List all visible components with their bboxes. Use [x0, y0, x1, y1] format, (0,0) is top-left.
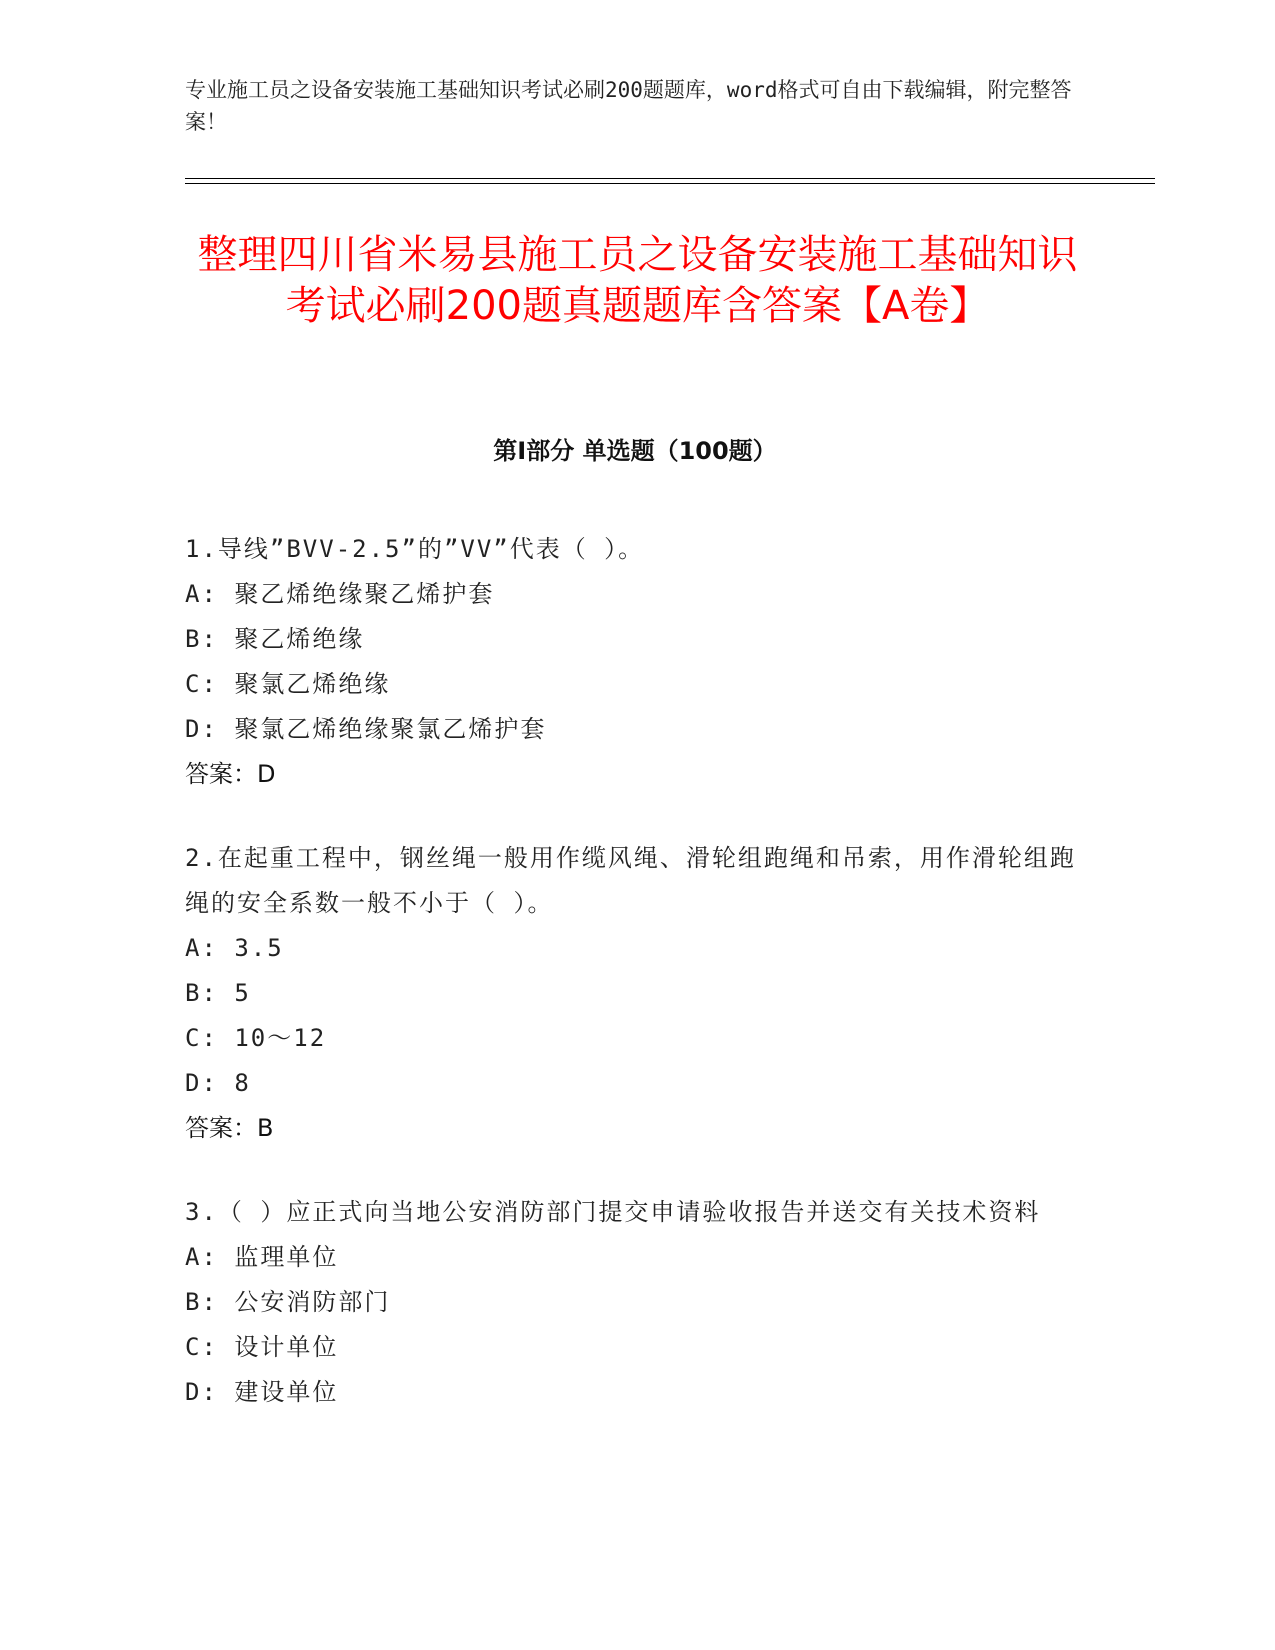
question-3	[185, 1190, 1085, 1415]
question-2	[185, 836, 1085, 1151]
option-b: B: 5	[185, 979, 251, 1007]
option-a: A: 聚乙烯绝缘聚乙烯护套	[185, 580, 495, 608]
question-list	[185, 527, 1085, 1454]
question-stem: 2.在起重工程中，钢丝绳一般用作缆风绳、滑轮组跑绳和吊索，用作滑轮组跑绳的安全系数一般不小于（ ）。	[185, 844, 1076, 917]
option-b: B: 聚乙烯绝缘	[185, 625, 365, 653]
header-rule-top	[185, 178, 1155, 179]
header-rule-bottom	[185, 183, 1155, 184]
header-note: 专业施工员之设备安装施工基础知识考试必刷200题题库，word格式可自由下载编辑，附完整答案！	[185, 78, 1072, 134]
question-stem: 1.导线”BVV-2.5”的”VV”代表（ ）。	[185, 535, 645, 563]
section-heading: 第Ⅰ部分 单选题（100题）	[493, 437, 777, 465]
option-b: B: 公安消防部门	[185, 1288, 391, 1316]
option-c: C: 10～12	[185, 1024, 327, 1052]
option-a: A: 监理单位	[185, 1243, 339, 1271]
option-c: C: 设计单位	[185, 1333, 339, 1361]
option-c: C: 聚氯乙烯绝缘	[185, 670, 391, 698]
option-d: D: 聚氯乙烯绝缘聚氯乙烯护套	[185, 715, 547, 743]
option-d: D: 建设单位	[185, 1378, 339, 1406]
option-a: A: 3.5	[185, 934, 284, 962]
option-d: D: 8	[185, 1069, 251, 1097]
answer: 答案：D	[185, 760, 276, 788]
question-stem: 3.（ ）应正式向当地公安消防部门提交申请验收报告并送交有关技术资料	[185, 1198, 1041, 1226]
answer: 答案：B	[185, 1114, 274, 1142]
document-title: 整理四川省米易县施工员之设备安装施工基础知识考试必刷200题真题题库含答案【A卷】	[197, 232, 1078, 329]
question-1	[185, 527, 1085, 797]
